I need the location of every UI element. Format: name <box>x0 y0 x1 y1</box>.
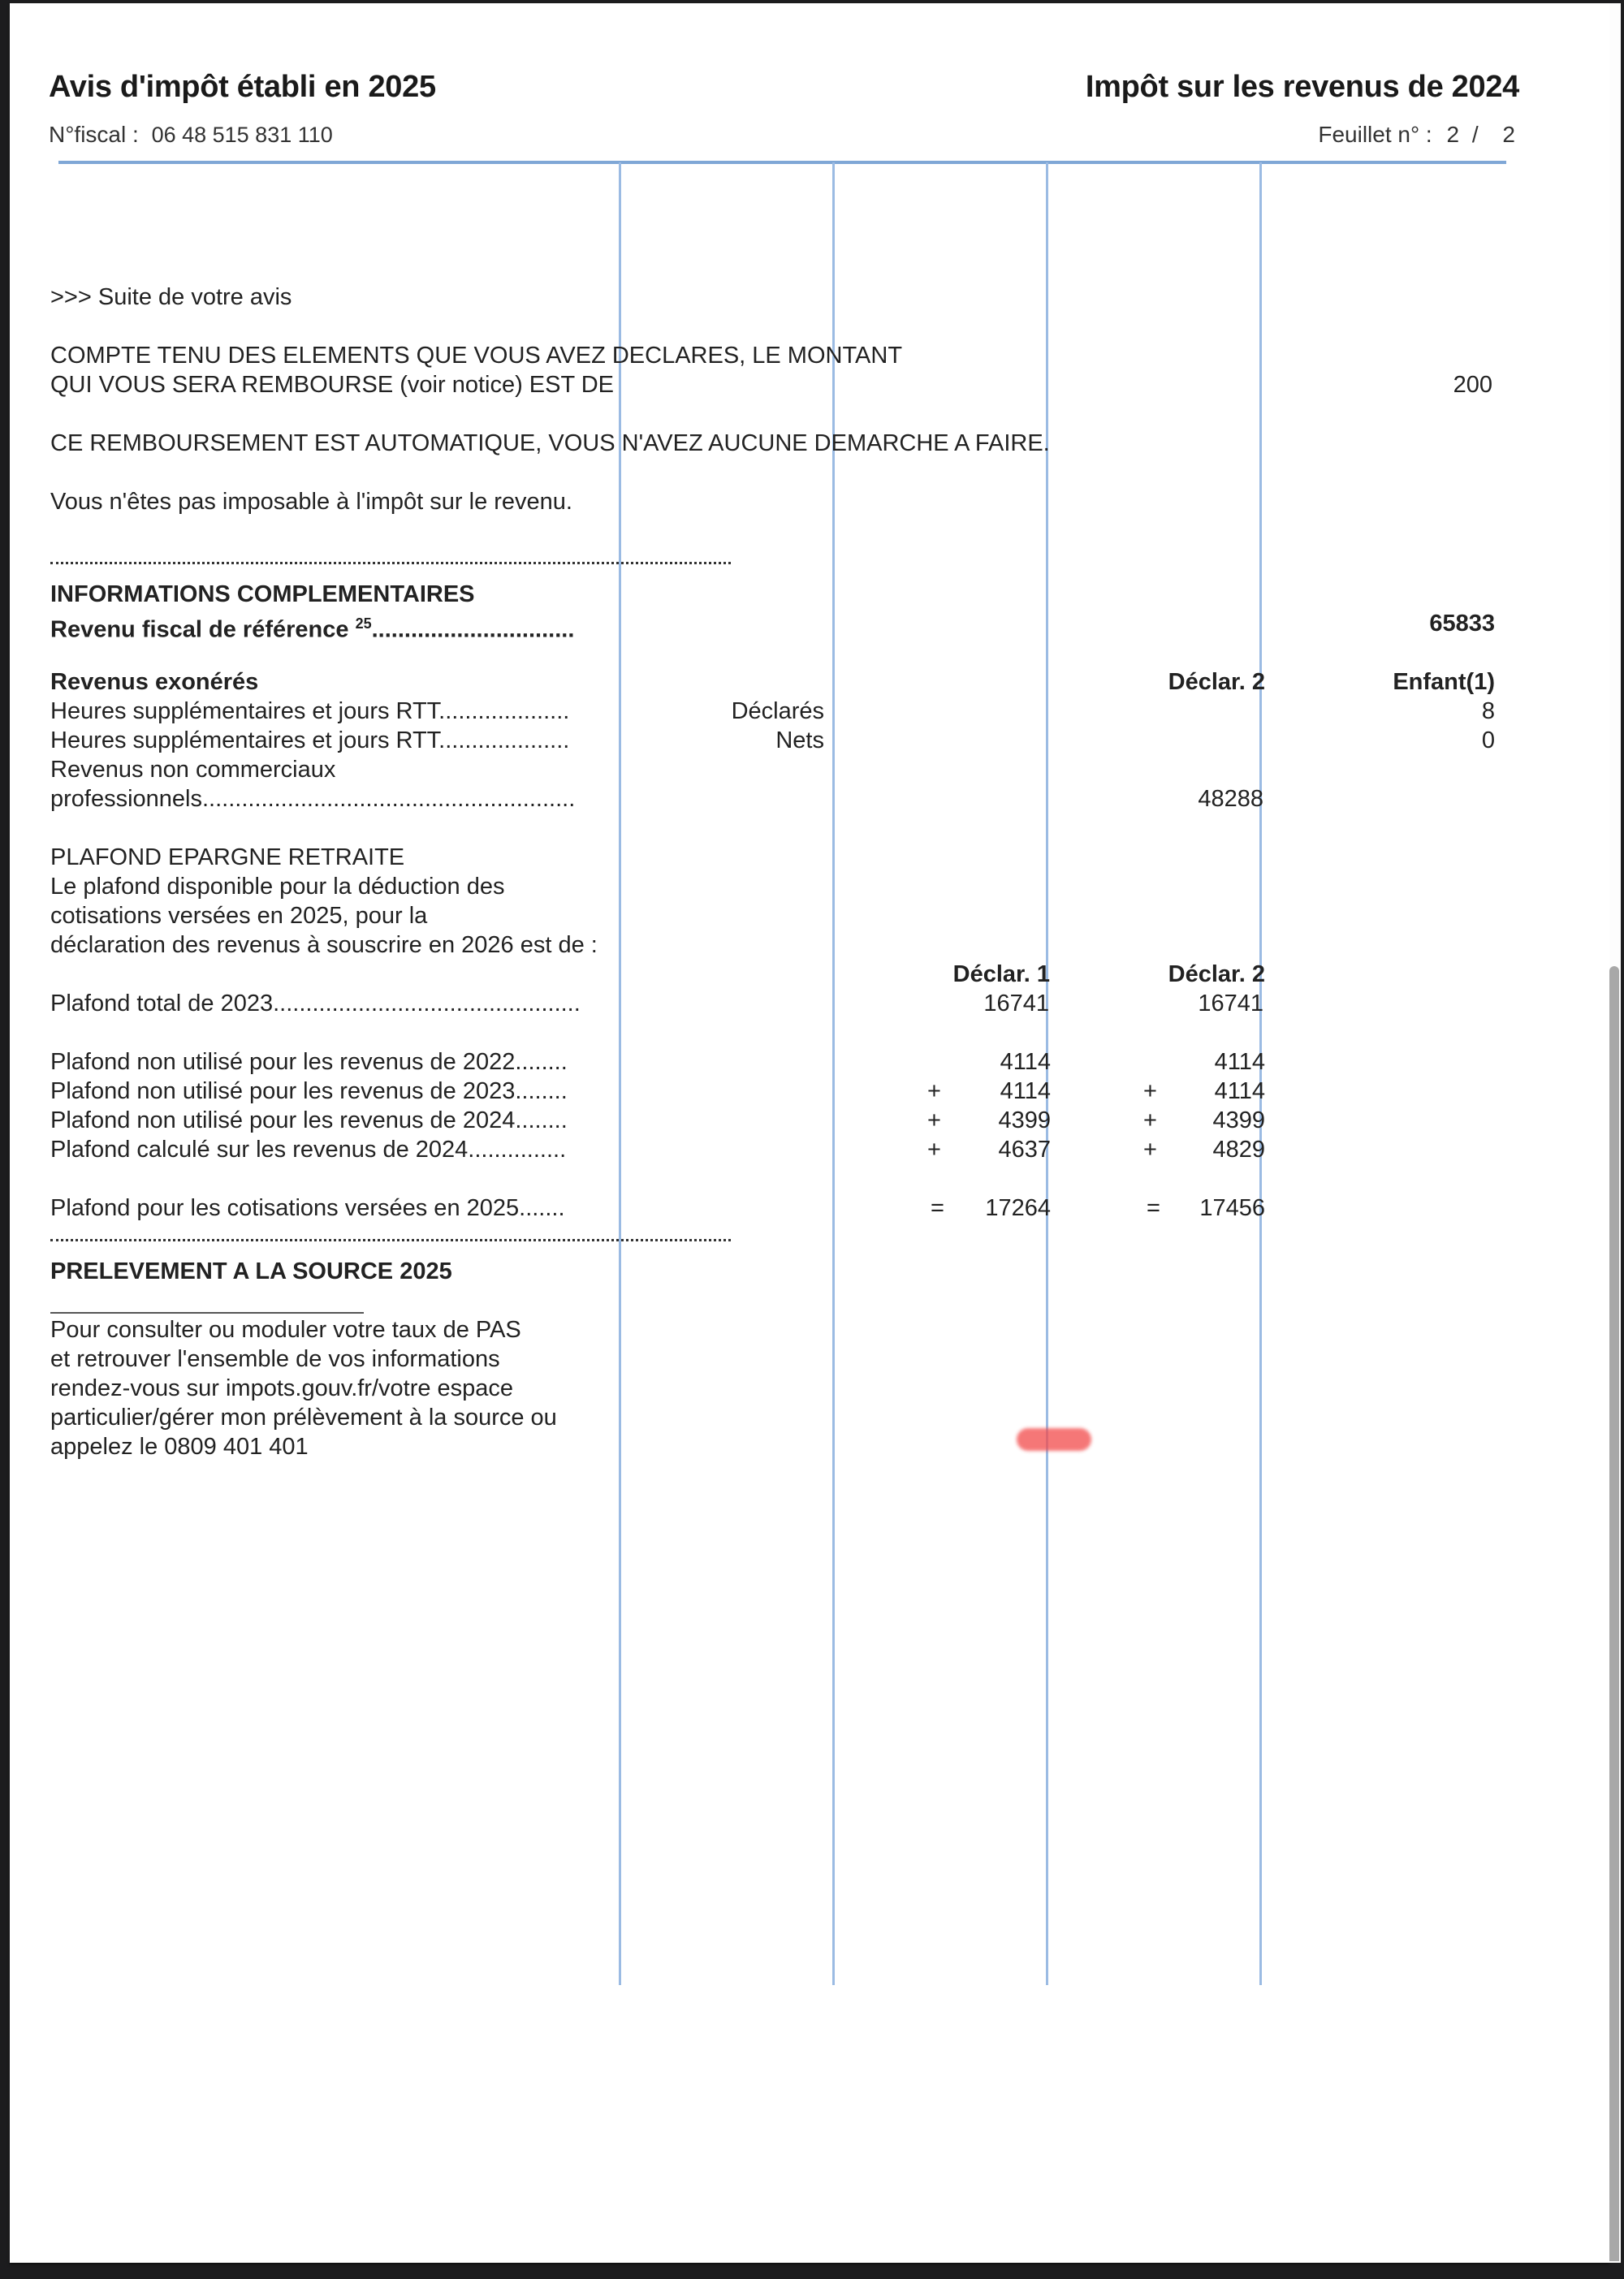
table-row-d2: 4114 <box>1214 1078 1265 1104</box>
pas-section-title: PRELEVEMENT A LA SOURCE 2025 <box>50 1258 452 1284</box>
plus-operator: + <box>1143 1107 1157 1133</box>
table-row-d1: 4114 <box>1000 1078 1051 1104</box>
sheet-total: 2 <box>1502 122 1515 147</box>
plafond-total-d2: 16741 <box>1198 991 1263 1016</box>
pas-line: rendez-vous sur impots.gouv.fr/votre espace <box>50 1375 514 1401</box>
rfr-leader: ............................... <box>371 616 575 643</box>
refund-text-line1: COMPTE TENU DES ELEMENTS QUE VOUS AVEZ DECLARES, LE MONTANT <box>50 343 903 369</box>
table-row-label: Plafond calculé sur les revenus de 2024............... <box>50 1137 567 1163</box>
red-highlight-mark <box>1017 1428 1091 1451</box>
header-declar2: Déclar. 2 <box>1168 669 1265 695</box>
table-row-d1: 4637 <box>998 1137 1051 1163</box>
pas-line: et retrouver l'ensemble de vos informations <box>50 1346 500 1372</box>
rfr-label <box>50 609 574 645</box>
plus-operator: + <box>927 1078 941 1104</box>
plus-operator: + <box>927 1107 941 1133</box>
table-row-d2: 4829 <box>1212 1137 1265 1163</box>
section-divider <box>50 562 731 564</box>
income-year-title: Impôt sur les revenus de 2024 <box>1085 70 1519 104</box>
pas-line: Pour consulter ou moduler votre taux de PAS <box>50 1317 521 1343</box>
not-taxable-text: Vous n'êtes pas imposable à l'impôt sur le revenu. <box>50 489 572 515</box>
plafond-result-d1: 17264 <box>985 1195 1051 1221</box>
equals-operator: = <box>931 1195 944 1221</box>
table-row-qualifier: Déclarés <box>731 698 824 724</box>
sheet-current: 2 <box>1446 122 1460 147</box>
table-row-declar2-value: 48288 <box>1198 786 1263 812</box>
fiscal-number-line <box>49 122 333 148</box>
table-row-label: Plafond non utilisé pour les revenus de 2022........ <box>50 1049 568 1075</box>
table-row-d1: 4114 <box>1000 1049 1051 1075</box>
plafond-total-label: Plafond total de 2023............................................... <box>50 991 581 1016</box>
table-row-d2: 4399 <box>1212 1107 1265 1133</box>
pas-line: particulier/gérer mon prélèvement à la source ou <box>50 1405 557 1431</box>
equals-operator: = <box>1147 1195 1160 1221</box>
table-row-d1: 4399 <box>998 1107 1051 1133</box>
pas-line: appelez le 0809 401 401 <box>50 1434 309 1460</box>
plafond-result-label: Plafond pour les cotisations versées en 2025....... <box>50 1195 565 1221</box>
notice-title: Avis d'impôt établi en 2025 <box>49 70 436 104</box>
continuation-text: >>> Suite de votre avis <box>50 284 292 310</box>
pas-underline <box>50 1312 364 1314</box>
table-row-qualifier: Nets <box>775 727 824 753</box>
sheet-separator: / <box>1471 122 1479 147</box>
refund-text-line2: QUI VOUS SERA REMBOURSE (voir notice) EST DE <box>50 372 615 398</box>
rfr-footnote-ref: 25 <box>355 615 372 632</box>
fiscal-number: 06 48 515 831 110 <box>151 123 333 147</box>
retirement-desc-line2: cotisations versées en 2025, pour la <box>50 903 428 929</box>
table-row-label: Revenus non commerciaux <box>50 757 336 783</box>
section-divider <box>50 1239 731 1241</box>
document-page <box>10 3 1609 2263</box>
rfr-value: 65833 <box>1429 611 1495 637</box>
scrollbar-thumb[interactable] <box>1609 966 1619 2261</box>
table-row-child-value: 0 <box>1481 727 1495 753</box>
header-child: Enfant(1) <box>1393 669 1495 695</box>
retirement-desc-line3: déclaration des revenus à souscrire en 2026 est de : <box>50 932 598 958</box>
retirement-section-title: PLAFOND EPARGNE RETRAITE <box>50 844 405 870</box>
automatic-refund-notice: CE REMBOURSEMENT EST AUTOMATIQUE, VOUS N'AVEZ AUCUNE DEMARCHE A FAIRE. <box>50 430 1050 456</box>
sheet-number <box>1318 122 1515 148</box>
table-row-label: Heures supplémentaires et jours RTT.................... <box>50 727 570 753</box>
header-rule <box>58 161 1506 164</box>
table-row-label: Plafond non utilisé pour les revenus de 2023........ <box>50 1078 568 1104</box>
table-row-child-value: 8 <box>1481 698 1495 724</box>
plafond-total-d1: 16741 <box>983 991 1049 1016</box>
table-row-d2: 4114 <box>1214 1049 1265 1075</box>
plus-operator: + <box>927 1137 941 1163</box>
table-row-label: Plafond non utilisé pour les revenus de 2024........ <box>50 1107 568 1133</box>
sheet-label: Feuillet n° : <box>1318 122 1432 147</box>
table-row-label: professionnels......................................................... <box>50 786 576 812</box>
refund-amount: 200 <box>1453 372 1492 398</box>
plus-operator: + <box>1143 1078 1157 1104</box>
header-declar1: Déclar. 1 <box>952 961 1050 987</box>
plus-operator: + <box>1143 1137 1157 1163</box>
rfr-label-text: Revenu fiscal de référence <box>50 616 349 643</box>
exempt-income-title: Revenus exonérés <box>50 669 259 695</box>
header-declar2: Déclar. 2 <box>1168 961 1265 987</box>
retirement-desc-line1: Le plafond disponible pour la déduction des <box>50 874 505 900</box>
info-section-title: INFORMATIONS COMPLEMENTAIRES <box>50 581 475 607</box>
table-row-label: Heures supplémentaires et jours RTT.................... <box>50 698 570 724</box>
fiscal-number-label: N°fiscal : <box>49 122 139 147</box>
plafond-result-d2: 17456 <box>1199 1195 1265 1221</box>
